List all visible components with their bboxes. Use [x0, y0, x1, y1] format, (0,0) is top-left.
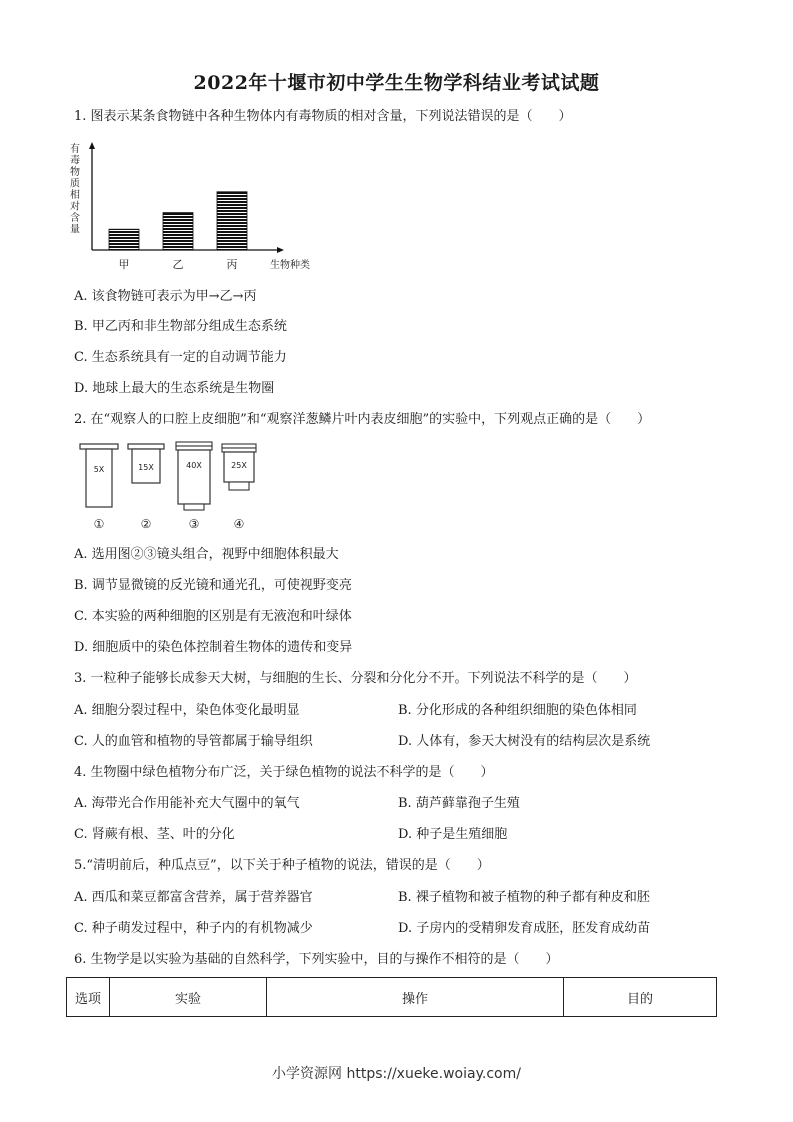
q2-option-b: B. 调节显微镜的反光镜和通光孔，可使视野变亮: [74, 578, 352, 593]
lens-4-mag: 25X: [231, 461, 247, 470]
table-header-cell: 目的: [564, 978, 717, 1017]
question-2-stem: 2. 在“观察人的口腔上皮细胞”和“观察洋葱鳞片叶内表皮细胞”的实验中，下列观点正确的是（ ）: [74, 412, 651, 427]
q3-option-a: A. 细胞分裂过程中，染色体变化最明显: [74, 703, 300, 718]
q2-option-d: D. 细胞质中的染色体控制着生物体的遗传和变异: [74, 640, 353, 655]
question-3-stem: 3. 一粒种子能够长成参天大树，与细胞的生长、分裂和分化分不开。下列说法不科学的是（ ）: [74, 671, 637, 686]
q5-option-c: C. 种子萌发过程中，种子内的有机物减少: [74, 921, 313, 936]
q5-option-b: B. 裸子植物和被子植物的种子都有种皮和胚: [398, 890, 650, 905]
x-axis-arrow: [277, 247, 284, 253]
x-axis-label: 生物种类: [270, 260, 310, 271]
q3-option-d: D. 人体有，参天大树没有的结构层次是系统: [398, 734, 651, 749]
q2-option-a: A. 选用图②③镜头组合，视野中细胞体积最大: [74, 547, 339, 562]
q1-option-a: A. 该食物链可表示为甲→乙→丙: [74, 289, 257, 304]
question-5-stem: 5.“清明前后，种瓜点豆”，以下关于种子植物的说法，错误的是（ ）: [74, 858, 490, 873]
question-4-stem: 4. 生物圈中绿色植物分布广泛，关于绿色植物的说法不科学的是（ ）: [74, 765, 494, 780]
page-footer: 小学资源网 https://xueke.woiay.com/: [272, 1066, 521, 1082]
question-6-table: [66, 977, 717, 1017]
lens-1-mag: 5X: [93, 465, 105, 474]
lens-1-caption: ①: [93, 517, 105, 531]
y-axis-arrow: [89, 142, 95, 149]
table-header-cell: 实验: [110, 978, 267, 1017]
q4-option-b: B. 葫芦藓靠孢子生殖: [398, 796, 520, 811]
q5-option-a: A. 西瓜和菜豆都富含营养，属于营养器官: [74, 890, 313, 905]
bar-2: [163, 213, 193, 250]
x-tick-label: 丙: [226, 258, 238, 271]
lens-1: [80, 444, 118, 531]
q1-option-c: C. 生态系统具有一定的自动调节能力: [74, 350, 287, 365]
y-axis-label: 有毒物质相对含量: [70, 144, 80, 236]
table-header-cell: 操作: [267, 978, 564, 1017]
lens-4: [222, 444, 256, 531]
lens-2: [128, 444, 164, 531]
q3-option-c: C. 人的血管和植物的导管都属于输导组织: [74, 734, 313, 749]
lens-3-mag: 40X: [186, 461, 202, 470]
lens-3: [176, 442, 212, 531]
q4-option-a: A. 海带光合作用能补充大气圈中的氧气: [74, 796, 300, 811]
lens-3-caption: ③: [188, 517, 200, 531]
q4-option-c: C. 肾蕨有根、茎、叶的分化: [74, 827, 235, 842]
page-title: 2022年十堰市初中学生生物学科结业考试试题: [193, 72, 600, 94]
q1-option-d: D. 地球上最大的生态系统是生物圈: [74, 381, 275, 396]
x-tick-label: 甲: [118, 258, 130, 271]
bar-3: [217, 192, 247, 250]
question-6-stem: 6. 生物学是以实验为基础的自然科学，下列实验中，目的与操作不相符的是（ ）: [74, 952, 559, 967]
lens-4-caption: ④: [233, 517, 245, 531]
microscope-lens-figure: [72, 440, 272, 535]
question-1-stem: 1. 图表示某条食物链中各种生物体内有毒物质的相对含量，下列说法错误的是（ ）: [74, 109, 572, 124]
bar-1: [109, 229, 139, 250]
q1-option-b: B. 甲乙丙和非生物部分组成生态系统: [74, 319, 287, 334]
x-tick-label: 乙: [172, 258, 184, 271]
q3-option-b: B. 分化形成的各种组织细胞的染色体相同: [398, 703, 637, 718]
lens-2-caption: ②: [140, 517, 152, 531]
q4-option-d: D. 种子是生殖细胞: [398, 827, 508, 842]
table-header-row: [67, 978, 717, 1017]
q2-option-c: C. 本实验的两种细胞的区别是有无液泡和叶绿体: [74, 609, 352, 624]
q5-option-d: D. 子房内的受精卵发育成胚，胚发育成幼苗: [398, 921, 651, 936]
lens-2-mag: 15X: [138, 463, 154, 472]
table-header-cell: 选项: [67, 978, 110, 1017]
toxin-bar-chart: [66, 138, 326, 278]
